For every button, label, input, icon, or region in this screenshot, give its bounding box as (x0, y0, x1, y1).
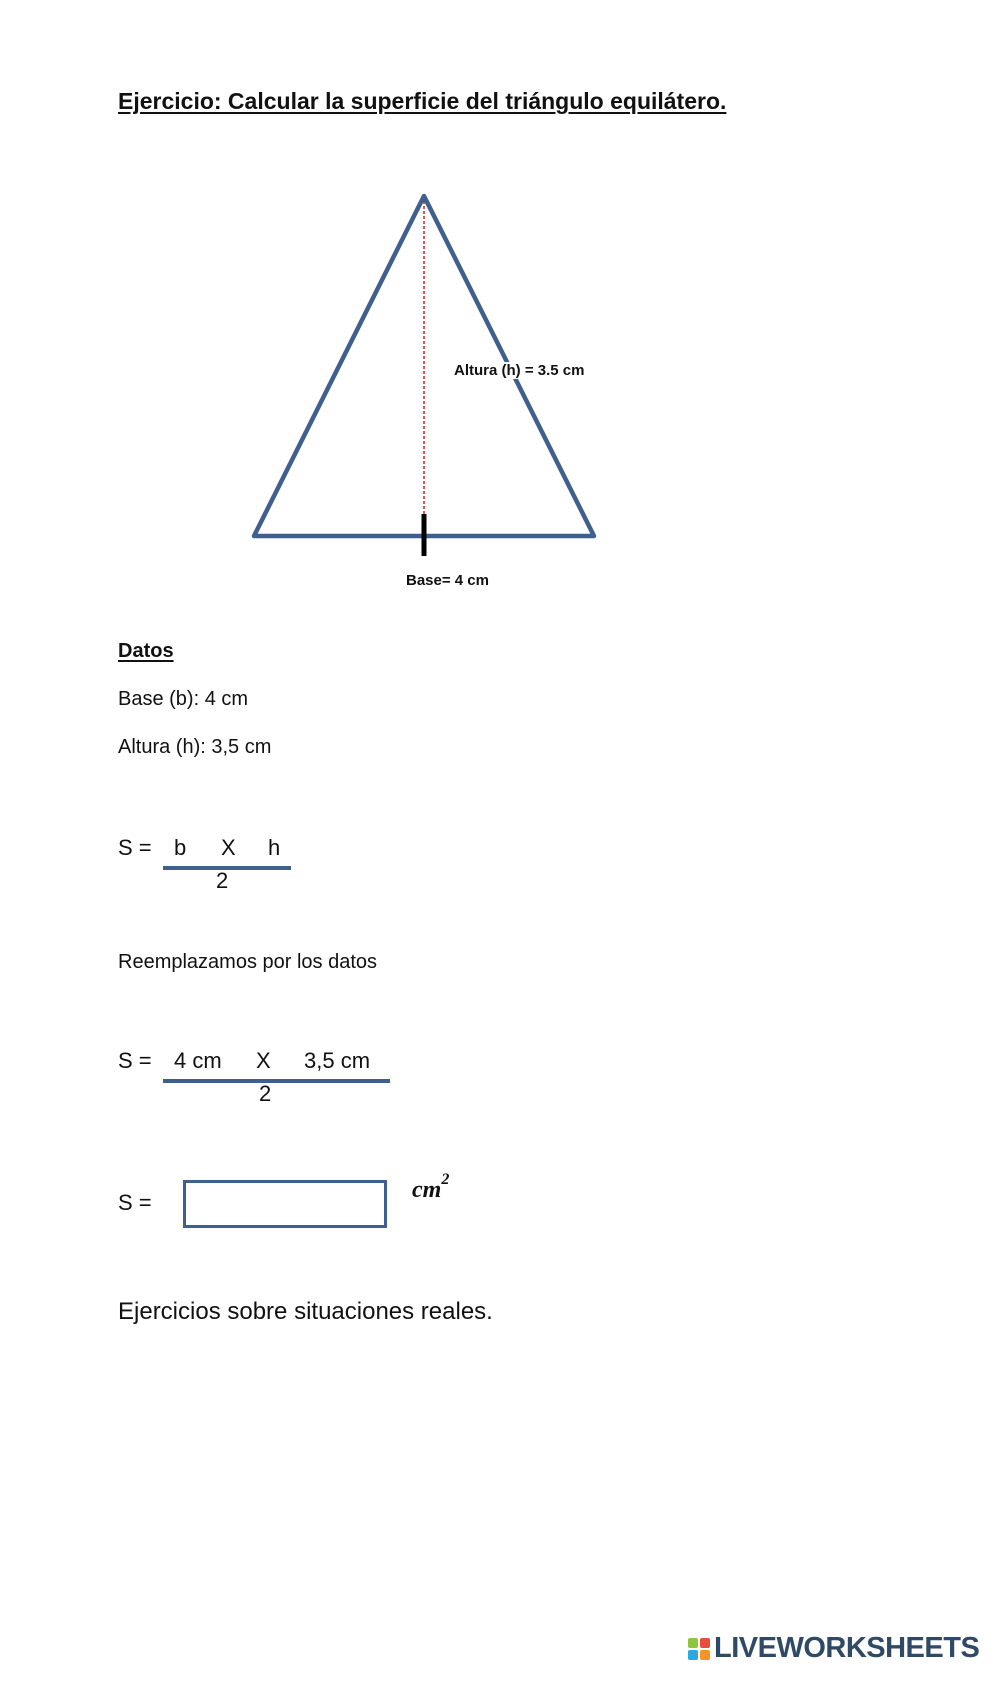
formula-lhs: S = (118, 835, 152, 860)
substituted-numerator-height: 3,5 cm (304, 1048, 371, 1073)
height-label: Altura (h) = 3.5 cm (454, 362, 585, 379)
replace-text: Reemplazamos por los datos (118, 951, 378, 973)
unit-base: cm (412, 1177, 442, 1203)
logo-square-l (688, 1638, 698, 1648)
substituted-lhs: S = (118, 1048, 152, 1073)
logo-square-i (700, 1638, 710, 1648)
logo-square-e (700, 1650, 710, 1660)
dato-base: Base (b): 4 cm (118, 688, 249, 710)
base-label: Base= 4 cm (406, 572, 489, 589)
substituted-numerator-times: X (256, 1048, 271, 1073)
unit-exponent: 2 (441, 1171, 450, 1188)
substituted-numerator-base: 4 cm (174, 1048, 222, 1073)
formula-numerator-h: h (268, 835, 281, 860)
logo-square-v (688, 1650, 698, 1660)
answer-unit (412, 1171, 450, 1204)
liveworksheets-logo-text: LIVEWORKSHEETS (714, 1632, 980, 1664)
substituted-denominator: 2 (259, 1081, 272, 1106)
real-situations-heading: Ejercicios sobre situaciones reales. (118, 1298, 493, 1325)
formula-numerator-times: X (221, 835, 236, 860)
answer-input[interactable] (183, 1180, 387, 1228)
liveworksheets-logo-mark (688, 1638, 710, 1660)
liveworksheets-logo (688, 1632, 979, 1665)
formula-numerator-b: b (174, 835, 187, 860)
answer-lhs: S = (118, 1190, 152, 1215)
formula-denominator: 2 (216, 868, 229, 893)
exercise-title: Ejercicio: Calcular la superficie del triángulo equilátero. (118, 88, 727, 114)
dato-altura: Altura (h): 3,5 cm (118, 736, 272, 758)
datos-heading: Datos (118, 640, 174, 662)
